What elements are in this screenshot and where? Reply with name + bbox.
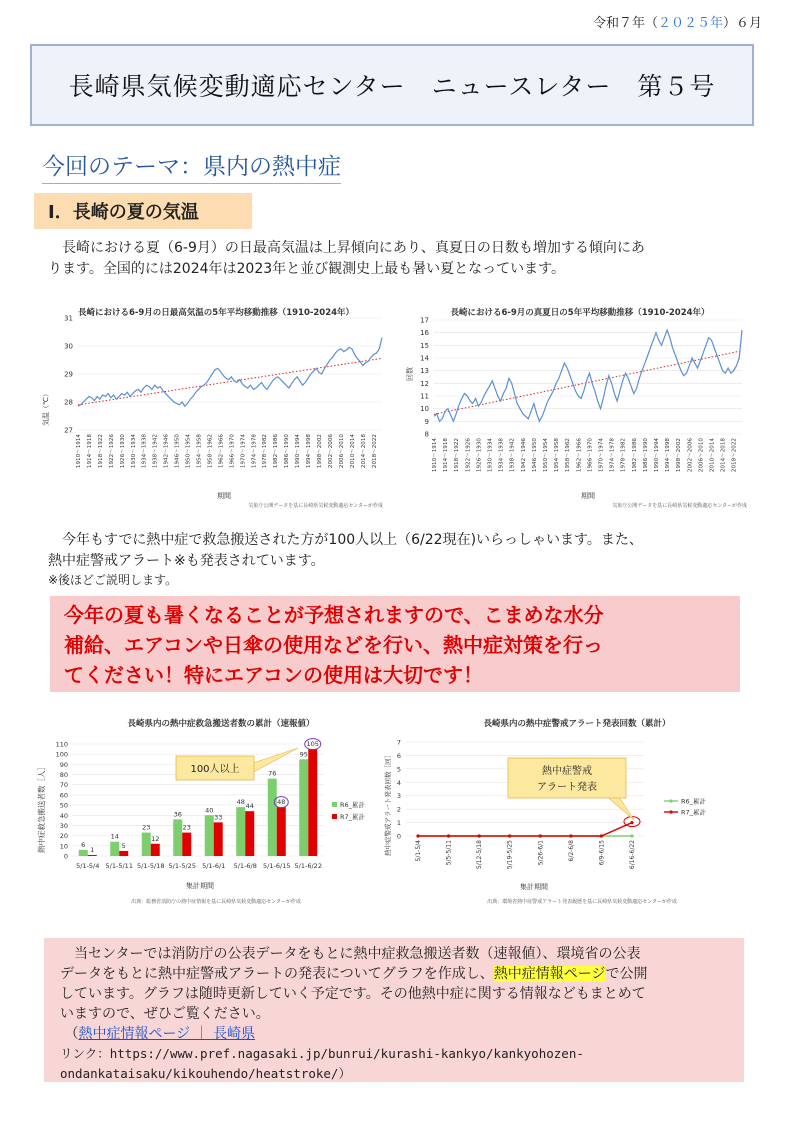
info-line: いますので、ぜひご覧ください。 [60, 1006, 270, 1022]
y-tick-label: 10 [420, 405, 429, 414]
data-label: 5 [121, 841, 126, 850]
x-tick-label: 1938～1942 [509, 438, 516, 473]
y-tick-label: 40 [59, 811, 68, 820]
x-tick-label: 1930～1934 [487, 438, 494, 473]
y-axis-label: 気温（℃） [42, 390, 50, 426]
x-tick-label: 5/1-6/15 [263, 862, 291, 870]
x-tick-label: 1978～1982 [620, 438, 627, 473]
data-point [600, 834, 603, 837]
x-tick-label: 1998～2002 [676, 438, 683, 473]
paragraph-line: ります。全国的には2024年は2023年と並び観測史上最も暑い夏となっています。 [48, 261, 566, 277]
x-tick-label: 1922～1926 [465, 438, 472, 473]
data-point [539, 834, 542, 837]
x-tick-label: 2002～2006 [687, 438, 694, 473]
legend-label: R6_累計 [681, 797, 706, 806]
bar [214, 822, 223, 856]
chart-title: 長崎における6-9月の日最高気温の5年平均移動推移（1910-2024年） [77, 308, 355, 318]
x-tick-label: 1934～1938 [141, 434, 148, 469]
legend-label: R6_累計 [340, 801, 365, 809]
x-axis-label: 集計期間 [186, 882, 214, 890]
y-tick-label: 12 [420, 379, 429, 388]
x-tick-label: 6/16-6/22 [629, 840, 636, 870]
info-link-line: （熱中症情報ページ ｜ 長崎県 [64, 1026, 256, 1042]
newsletter-title: 長崎県気候変動適応センター ニュースレター 第５号 [68, 72, 716, 101]
data-label: 12 [151, 834, 160, 843]
y-tick-label: 11 [420, 392, 429, 401]
x-tick-label: 1954～1958 [196, 434, 203, 469]
chart-title: 長崎県内の熱中症警戒アラート発表回数（累計） [483, 719, 671, 729]
bar [173, 819, 182, 856]
x-tick-label: 6/2-6/8 [567, 840, 575, 862]
y-tick-label: 6 [396, 751, 401, 760]
x-tick-label: 1950～1954 [542, 438, 549, 473]
data-label: 40 [205, 806, 214, 815]
legend-swatch [332, 802, 337, 807]
chart-alert-count [382, 708, 754, 908]
chart-source: 気象庁公開データを基に長崎県気候変動適応センターが作成 [248, 503, 383, 509]
data-label: 23 [142, 823, 151, 832]
x-tick-label: 1966～1970 [229, 434, 236, 469]
x-tick-label: 5/1-5/18 [137, 862, 165, 870]
data-point [447, 834, 450, 837]
x-tick-label: 1938～1942 [152, 434, 159, 469]
x-tick-label: 5/1-6/1 [202, 862, 226, 870]
x-tick-label: 5/1-5/4 [76, 862, 100, 870]
bar [245, 811, 254, 856]
data-point [508, 834, 511, 837]
chart-hot-days [402, 298, 752, 510]
y-tick-label: 28 [64, 398, 73, 407]
y-tick-label: 100 [55, 750, 68, 759]
legend-label: R7_累計 [681, 808, 706, 817]
data-label: 48 [277, 798, 286, 807]
x-tick-label: 5/1-5/4 [415, 840, 422, 862]
x-tick-label: 1910～1914 [432, 438, 438, 473]
chart-source: 気象庁公開データを基に長崎県気候変動適応センターが作成 [612, 503, 747, 509]
x-tick-label: 5/5-5/11 [445, 840, 453, 866]
x-tick-label: 1986～1990 [642, 438, 649, 473]
data-label: 1 [90, 845, 95, 854]
y-tick-label: 3 [396, 792, 401, 801]
y-tick-label: 10 [59, 842, 68, 851]
legend-swatch [332, 814, 337, 819]
x-tick-label: 5/1-5/11 [105, 862, 133, 870]
x-tick-label: 1982～1986 [631, 438, 638, 473]
bar [236, 807, 245, 856]
newsletter-title-box [30, 44, 754, 126]
url-line: ondankataisaku/kikouhendo/heatstroke/） [60, 1066, 351, 1081]
y-axis-label: 回数 [406, 367, 414, 381]
heatstroke-page-link[interactable]: 熱中症情報ページ ｜ 長崎県 [78, 1026, 256, 1042]
x-tick-label: 1918～1922 [97, 434, 104, 469]
bar [119, 851, 128, 856]
y-tick-label: 30 [59, 821, 68, 830]
section-heading: Ⅰ．長崎の夏の気温 [34, 193, 252, 229]
x-tick-label: 1994～1998 [306, 434, 313, 469]
y-tick-label: 2 [396, 805, 401, 814]
x-tick-label: 1954～1958 [554, 438, 561, 473]
x-tick-label: 1934～1938 [498, 438, 505, 473]
x-tick-label: 5/1-5/25 [168, 862, 196, 870]
data-label: 44 [245, 802, 254, 811]
url-line: リンク：https://www.pref.nagasaki.jp/bunrui/kurashi-kankyo/kankyohozen- [60, 1046, 584, 1061]
x-tick-label: 1926～1930 [476, 438, 483, 473]
y-tick-label: 80 [59, 771, 68, 780]
section-paragraph [48, 238, 748, 280]
x-tick-label: 1998～2002 [317, 434, 324, 469]
x-tick-label: 2006～2010 [698, 438, 705, 473]
data-label: 23 [182, 823, 191, 832]
heatstroke-page-highlight: 熱中症情報ページ [493, 966, 606, 982]
x-tick-label: 1922～1926 [108, 434, 115, 469]
bar [110, 842, 119, 856]
bar [308, 749, 317, 856]
bar [299, 759, 308, 856]
x-tick-label: 1970～1974 [240, 434, 247, 469]
chart-title: 長崎における6-9月の真夏日の5年平均移動推移（1910-2024年） [450, 308, 710, 318]
data-label: 6 [81, 840, 86, 849]
y-tick-label: 29 [64, 370, 73, 379]
x-tick-label: 5/26-6/1 [537, 840, 545, 866]
y-axis-label: 熱中症警戒アラート発表回数［回］ [384, 752, 392, 856]
bar [205, 815, 214, 856]
paragraph-line: 熱中症警戒アラート※も発表されています。 [48, 553, 325, 569]
info-line: しています。グラフは随時更新していく予定です。その他熱中症に関する情報などもまとめて [60, 986, 646, 1002]
x-tick-label: 1930～1934 [130, 434, 137, 469]
x-tick-label: 5/1-6/8 [233, 862, 257, 870]
alert-line: 補給、エアコンや日傘の使用などを行い、熱中症対策を行っ [64, 633, 603, 657]
x-tick-label: 1926～1930 [119, 434, 126, 469]
x-tick-label: 1942～1946 [520, 438, 527, 473]
paragraph-2 [48, 530, 748, 588]
y-tick-label: 110 [55, 740, 68, 749]
x-tick-label: 2002～2006 [327, 434, 334, 469]
x-tick-label: 1990～1994 [653, 438, 660, 473]
info-box [44, 938, 744, 1082]
x-tick-label: 6/9-6/15 [598, 840, 606, 866]
paragraph-line: 長崎における夏（6-9月）の日最高気温は上昇傾向にあり、真夏日の日数も増加する傾向にあ [48, 240, 645, 256]
x-tick-label: 2014～2018 [360, 434, 367, 469]
data-label: 105 [306, 740, 319, 749]
x-tick-label: 1918～1922 [454, 438, 461, 473]
x-tick-label: 1958～1962 [207, 434, 214, 469]
bar [79, 850, 88, 856]
alert-line: てください！特にエアコンの使用は大切です！ [64, 663, 483, 687]
x-tick-label: 1958～1962 [565, 438, 572, 473]
x-axis-label: 期間 [581, 492, 595, 500]
x-tick-label: 5/1-6/22 [294, 862, 322, 870]
y-tick-label: 16 [420, 329, 429, 338]
x-tick-label: 1914～1918 [86, 434, 93, 469]
callout-label: 100人以上 [190, 764, 240, 775]
x-tick-label: 1974～1978 [251, 434, 258, 469]
paragraph-line: 今年もすでに熱中症で救急搬送された方が100人以上（6/22現在)いらっしゃいます。また、 [48, 532, 643, 548]
data-label: 14 [110, 832, 119, 841]
y-tick-label: 90 [59, 760, 68, 769]
x-tick-label: 5/12-5/18 [476, 840, 484, 870]
data-point [630, 834, 633, 837]
x-tick-label: 1966～1970 [587, 438, 594, 473]
y-tick-label: 14 [420, 354, 429, 363]
data-point [416, 834, 419, 837]
data-label: 33 [214, 813, 223, 822]
x-tick-label: 2010～2014 [349, 434, 356, 469]
x-tick-label: 1990～1994 [295, 434, 302, 469]
chart-max-temp [38, 298, 388, 510]
x-tick-label: 2018～2022 [371, 434, 378, 469]
x-tick-label: 1978～1982 [262, 434, 269, 469]
x-tick-label: 1950～1954 [185, 434, 192, 469]
x-tick-label: 1946～1950 [174, 434, 181, 469]
callout-label: アラート発表 [537, 782, 597, 793]
y-tick-label: 17 [420, 316, 429, 325]
y-tick-label: 15 [420, 341, 429, 350]
x-tick-label: 1962～1966 [576, 438, 583, 473]
x-tick-label: 1914～1918 [443, 438, 450, 473]
y-tick-label: 31 [64, 314, 73, 323]
alert-line: 今年の夏も暑くなることが予想されますので、こまめな水分 [64, 603, 604, 627]
chart-transport-count [36, 708, 386, 908]
legend-label: R7_累計 [340, 813, 365, 821]
info-line: 当センターでは消防庁の公表データをもとに熱中症救急搬送者数（速報値）、環境省の公表 [60, 946, 641, 962]
y-tick-label: 5 [396, 765, 401, 774]
data-point [630, 821, 633, 824]
x-tick-label: 2014～2018 [720, 438, 727, 473]
x-tick-label: 1962～1966 [218, 434, 225, 469]
theme-heading: 今回のテーマ：県内の熱中症 [42, 148, 341, 184]
alert-box [50, 596, 740, 692]
x-axis-label: 期間 [217, 492, 231, 500]
data-label: 36 [173, 810, 182, 819]
x-tick-label: 2006～2010 [338, 434, 345, 469]
data-point [569, 834, 572, 837]
y-axis-label: 熱中症救急搬送者数［人］ [37, 763, 46, 853]
chart-title: 長崎県内の熱中症救急搬送者数の累計（速報値） [127, 719, 315, 729]
y-tick-label: 8 [424, 430, 429, 439]
bar [88, 855, 97, 856]
issue-date: 令和７年（２０２５年）６月 [592, 16, 762, 31]
x-axis-label: 集計期間 [520, 883, 548, 891]
x-tick-label: 1994～1998 [665, 438, 672, 473]
y-tick-label: 0 [63, 852, 68, 861]
callout-label: 熱中症警戒 [542, 766, 592, 777]
data-label: 76 [268, 769, 277, 778]
y-tick-label: 70 [59, 781, 68, 790]
x-tick-label: 1970～1974 [598, 438, 605, 473]
y-tick-label: 30 [64, 342, 73, 351]
chart-source: 出典：総務省消防庁の熱中症情報を基に長崎県気候変動適応センターが作成 [131, 899, 301, 905]
y-tick-label: 9 [424, 417, 429, 426]
x-tick-label: 1974～1978 [609, 438, 616, 473]
bar [142, 833, 151, 856]
bar [182, 833, 191, 856]
y-tick-label: 1 [396, 819, 401, 828]
bar [151, 844, 160, 856]
chart-source: 出典：環境省熱中症警戒アラート発表履歴を基に長崎県気候変動適応センターが作成 [487, 899, 677, 905]
y-tick-label: 13 [420, 367, 429, 376]
y-tick-label: 27 [64, 426, 73, 435]
y-tick-label: 4 [396, 778, 401, 787]
x-tick-label: 1946～1950 [531, 438, 538, 473]
data-label: 48 [236, 798, 245, 807]
info-line: データをもとに熱中症警戒アラートの発表についてグラフを作成し、熱中症情報ページで公開 [60, 966, 648, 982]
bar [277, 807, 286, 856]
x-tick-label: 1910～1914 [76, 434, 82, 469]
y-tick-label: 7 [396, 738, 401, 747]
y-tick-label: 20 [59, 832, 68, 841]
x-tick-label: 5/19-5/25 [506, 840, 514, 870]
y-tick-label: 60 [59, 791, 68, 800]
x-tick-label: 2010～2014 [709, 438, 716, 473]
bar [268, 779, 277, 856]
y-tick-label: 50 [59, 801, 68, 810]
x-tick-label: 2018～2022 [731, 438, 738, 473]
footnote: ※後ほどご説明します。 [48, 573, 178, 587]
x-tick-label: 1982～1986 [273, 434, 280, 469]
data-point [478, 834, 481, 837]
data-label: 95 [299, 750, 308, 759]
x-tick-label: 1942～1946 [163, 434, 170, 469]
x-tick-label: 1986～1990 [284, 434, 291, 469]
y-tick-label: 0 [396, 832, 401, 841]
